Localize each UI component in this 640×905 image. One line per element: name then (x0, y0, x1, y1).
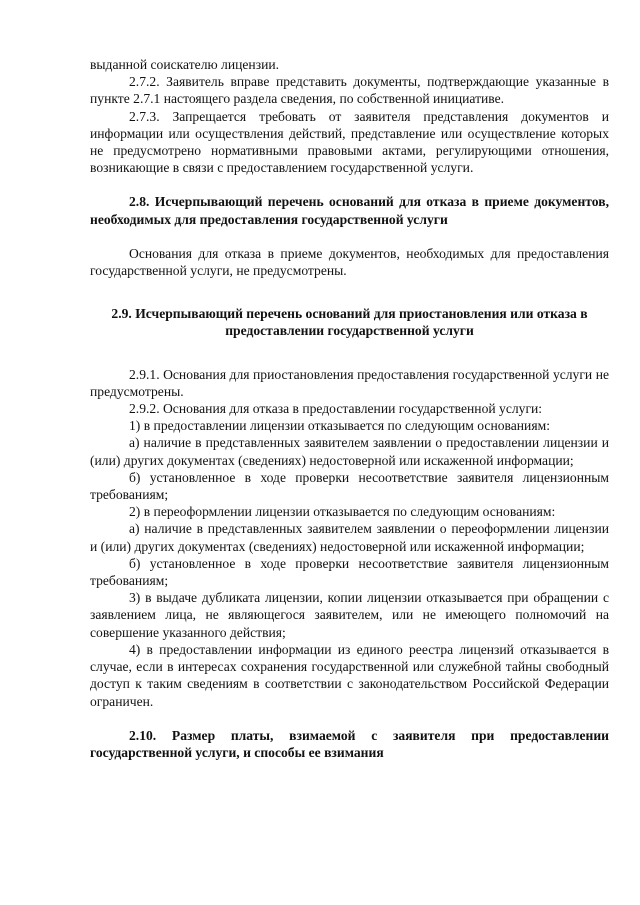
spacer (90, 710, 609, 727)
spacer (90, 279, 609, 296)
heading-2-9: 2.9. Исчерпывающий перечень оснований для приостановления или отказа в предоставлении государственной услуги (111, 306, 588, 339)
list-item-2: 2) в переоформлении лицензии отказывается по следующим основаниям: (129, 504, 556, 520)
spacer (90, 357, 609, 366)
heading-2-8: 2.8. Исчерпывающий перечень оснований для отказа в приеме документов, необходимых для предоставления государственной услуги (90, 194, 609, 227)
spacer (90, 228, 609, 245)
list-item-2a: а) наличие в представленных заявителем заявлении о переоформлении лицензии и (или) других документах (сведениях) недостоверной или искаженной информации; (90, 521, 609, 554)
document-page (90, 56, 609, 761)
paragraph-2-7-2: 2.7.2. Заявитель вправе представить документы, подтверждающие указанные в пункте 2.7.1 настоящего раздела сведения, по собственной инициативе. (90, 74, 609, 107)
list-item-1a: а) наличие в представленных заявителем заявлении о предоставлении лицензии и (или) других документах (сведениях) недостоверной или искаженной информации; (90, 435, 609, 468)
list-item-2b: б) установленное в ходе проверки несоответствие заявителя лицензионным требованиям; (90, 555, 609, 589)
list-item-1b: б) установленное в ходе проверки несоответствие заявителя лицензионным требованиям; (90, 469, 609, 503)
heading-2-10: 2.10. Размер платы, взимаемой с заявителя при предоставлении государственной услуги, и способы ее взимания (90, 727, 609, 760)
list-item-3: 3) в выдаче дубликата лицензии, копии лицензии отказывается при обращении с заявлением лица, не являющегося заявителем, или не имеющего полномочий на совершение указанного действия; (90, 590, 609, 640)
spacer (90, 340, 609, 357)
paragraph-2-7-3: 2.7.3. Запрещается требовать от заявителя представления документов и информации или осуществления действий, представление или осуществление которых не предусмотрено нормативными правовыми актами, регулирующими отношения, возникающие в связи с предоставлением государственной услуги. (90, 108, 609, 176)
paragraph-continuation: выданной соискателю лицензии. (90, 57, 280, 72)
spacer (90, 296, 609, 305)
paragraph-2-8-body: Основания для отказа в приеме документов, необходимых для предоставления государственной услуги, не предусмотрены. (90, 245, 609, 279)
paragraph-2-9-2: 2.9.2. Основания для отказа в предоставлении государственной услуги: (129, 401, 543, 417)
spacer (90, 176, 609, 193)
list-item-4: 4) в предоставлении информации из единого реестра лицензий отказывается в случае, если в интересах сохранения государственной или служебной тайны свободный доступ к таким сведениям в соответствии с законодательством Российской Федерации ограничен. (90, 641, 609, 709)
paragraph-2-9-1: 2.9.1. Основания для приостановления предоставления государственной услуги не предусмотрены. (90, 366, 609, 399)
list-item-1: 1) в предоставлении лицензии отказывается по следующим основаниям: (129, 418, 550, 434)
